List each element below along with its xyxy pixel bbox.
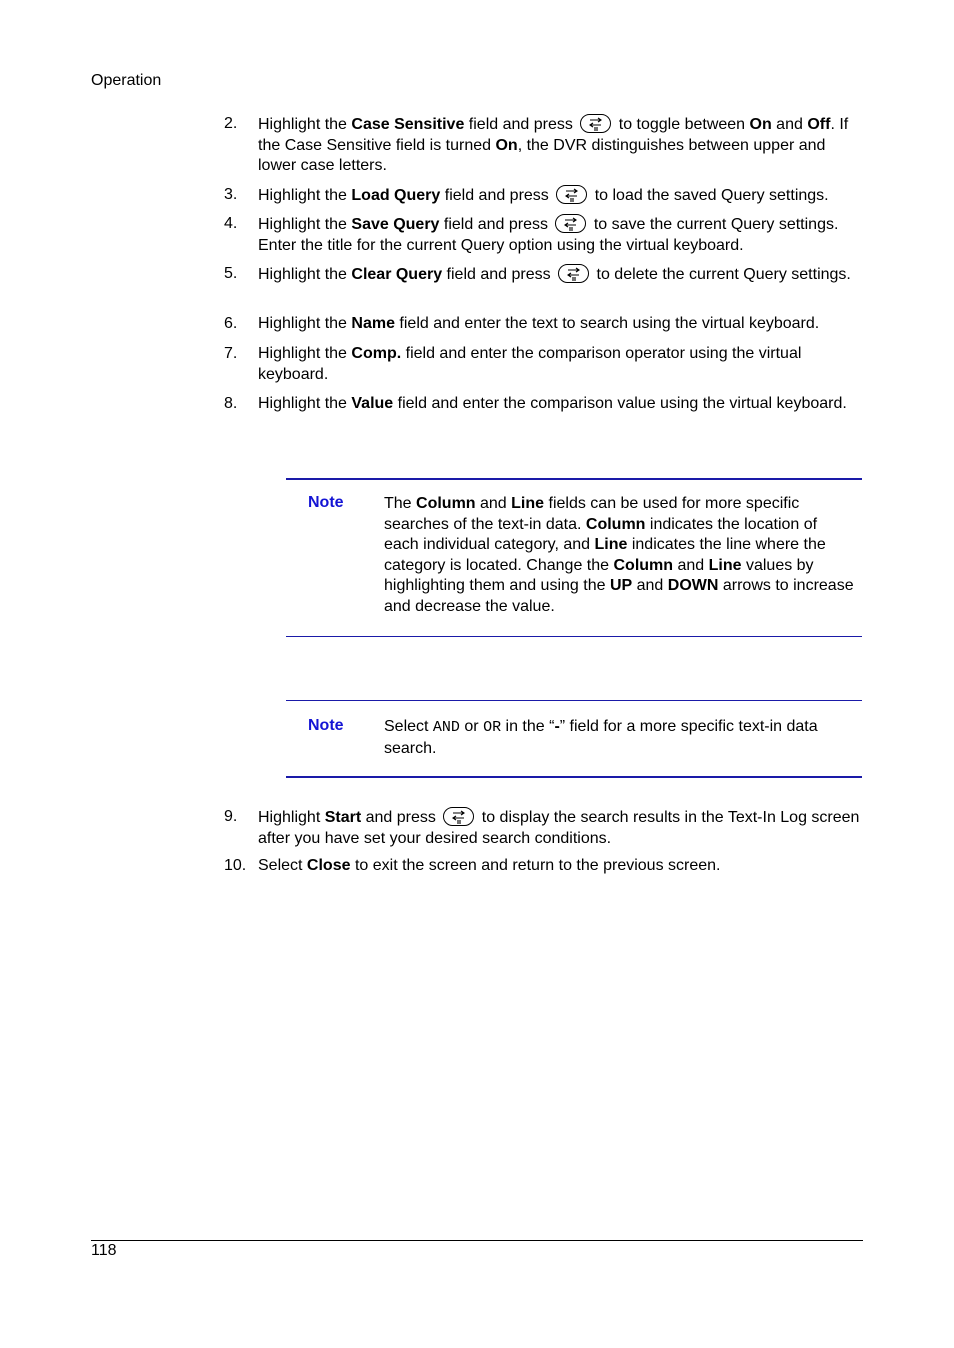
- step-number: 4.: [224, 215, 238, 232]
- note-label: Note: [308, 494, 344, 511]
- footer-rule: [91, 1240, 863, 1241]
- step-text: Highlight the Name field and enter the text to search using the virtual keyboard.: [258, 315, 820, 332]
- note-top-rule: [286, 700, 862, 701]
- note-top-rule: [286, 478, 862, 480]
- note-text: The Column and Line fields can be used for more specific searches of the text-in data. Column indicates the location of each individual category, and Line indicates the line where the category is located. Change the Column and Line values by highlighting them and using the UP and DOWN arrows to increase and decrease the value.: [384, 495, 854, 615]
- enter-button-icon: [555, 214, 586, 233]
- list-item: [224, 185, 864, 207]
- step-number: 10.: [224, 857, 247, 874]
- list-item: [224, 214, 864, 256]
- enter-button-icon: [580, 114, 611, 133]
- list-item: [224, 394, 864, 415]
- step-number: 3.: [224, 186, 238, 203]
- step-number: 9.: [224, 808, 238, 825]
- step-number: 5.: [224, 265, 238, 282]
- step-text: Highlight the Comp. field and enter the comparison operator using the virtual keyboard.: [258, 345, 802, 383]
- list-item: [224, 856, 864, 877]
- note-bottom-rule: [286, 636, 862, 637]
- enter-button-icon: [443, 807, 474, 826]
- step-text: Highlight the Load Query field and press to load the saved Query settings.: [258, 187, 829, 204]
- step-text: Highlight the Case Sensitive field and press to toggle between On and Off. If the Case Sensitive field is turned On, the DVR distinguishes between upper and lower case letters.: [258, 116, 849, 174]
- list-item: [224, 344, 864, 385]
- step-text: Highlight the Clear Query field and press to delete the current Query settings.: [258, 266, 851, 283]
- step-number: 2.: [224, 115, 238, 132]
- list-item: [224, 314, 864, 335]
- section-header: Operation: [91, 72, 162, 89]
- page-number: 118: [91, 1242, 117, 1259]
- list-item: [224, 264, 864, 286]
- list-item: [224, 114, 864, 177]
- note-label: Note: [308, 717, 344, 734]
- step-text: Highlight Start and press to display the search results in the Text-In Log screen after you have set your desired search conditions.: [258, 809, 860, 847]
- step-text: Highlight the Value field and enter the comparison value using the virtual keyboard.: [258, 395, 847, 412]
- enter-button-icon: [558, 264, 589, 283]
- step-number: 6.: [224, 315, 238, 332]
- note-text: Select AND or OR in the “-” field for a more specific text-in data search.: [384, 718, 818, 757]
- step-number: 7.: [224, 345, 238, 362]
- list-item: [224, 807, 864, 849]
- enter-button-icon: [556, 185, 587, 204]
- step-text: Highlight the Save Query field and press to save the current Query settings. Enter the title for the current Query option using the virtual keyboard.: [258, 216, 839, 254]
- step-number: 8.: [224, 395, 238, 412]
- step-text: Select Close to exit the screen and return to the previous screen.: [258, 857, 721, 874]
- note-bottom-rule: [286, 776, 862, 778]
